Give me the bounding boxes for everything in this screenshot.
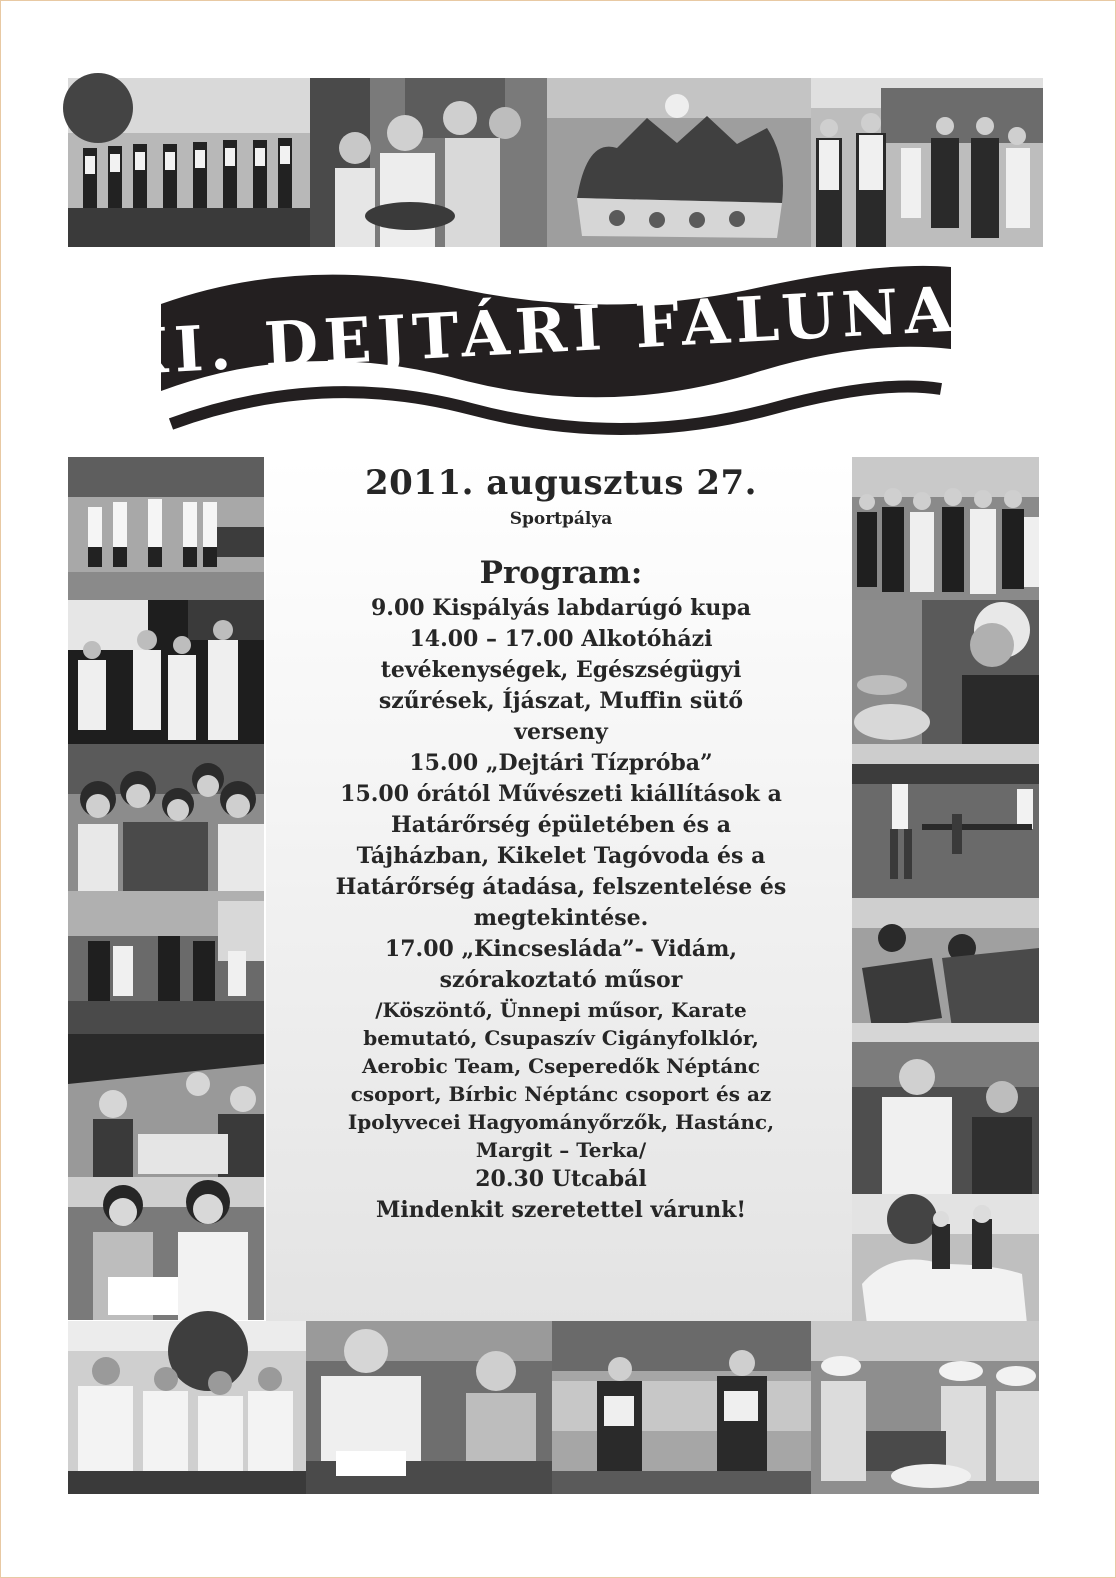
program-line: tevékenységek, Egészségügyi (380, 657, 742, 683)
program-heading: Program: (479, 555, 643, 591)
men-outdoor-photo (852, 1042, 1039, 1194)
costumed-children-photo (552, 1321, 811, 1494)
program-line: 14.00 – 17.00 Alkotóházi (409, 626, 713, 652)
field-game-photo (852, 744, 1039, 898)
folk-group-photo (852, 457, 1039, 600)
stage-performance-photo (68, 891, 264, 1034)
folk-dancers-photo (811, 78, 1043, 247)
program-line: 17.00 „Kincsesláda”- Vidám, (384, 936, 738, 962)
event-date: 2011. augusztus 27. (364, 463, 758, 503)
horse-riding-photo (852, 1194, 1039, 1324)
crown-photo (547, 78, 811, 247)
program-line: 9.00 Kispályás labdarúgó kupa (371, 595, 751, 621)
event-venue: Sportpálya (509, 509, 613, 529)
kitchen-bakers-photo (811, 1321, 1039, 1494)
title-banner (118, 259, 1013, 454)
program-subline: Margit – Terka/ (475, 1138, 647, 1162)
program-line: 15.00 „Dejtári Tízpróba” (409, 750, 713, 776)
program-closing-line: 20.30 Utcabál (475, 1166, 647, 1192)
program-subline: Aerobic Team, Cseperedők Néptánc (361, 1054, 761, 1078)
program-line: Határőrség épületében és a (391, 812, 731, 838)
craft-table-photo (306, 1321, 552, 1494)
singers-stage-photo (68, 600, 264, 744)
tent-table-photo (68, 1034, 264, 1177)
children-bread-photo (310, 78, 547, 247)
program-subline: csoport, Bírbic Néptánc csoport és az (350, 1082, 772, 1106)
program-line: 15.00 órától Művészeti kiállítások a (340, 781, 782, 807)
program-line: Határőrség átadása, felszentelése és (335, 874, 787, 900)
program-line: verseny (514, 719, 608, 745)
program-subline: bemutató, Csupaszív Cigányfolklór, (363, 1026, 759, 1050)
banner-title: XI. DEJTÁRI FALUNAP (118, 269, 1013, 390)
program-panel (266, 459, 856, 1324)
program-line: Tájházban, Kikelet Tagóvoda és a (356, 843, 766, 869)
choir-stage-photo (68, 78, 310, 247)
program-subline: /Köszöntő, Ünnepi műsor, Karate (375, 998, 747, 1022)
program-list (266, 593, 856, 1226)
women-sign-photo (68, 1177, 264, 1320)
program-subline: Ipolyvecei Hagyományőrzők, Hastánc, (347, 1110, 775, 1134)
cooking-man-photo (852, 600, 1039, 744)
program-line: megtekintése. (473, 905, 649, 931)
program-line: szűrések, Íjászat, Muffin sütő (378, 688, 744, 714)
tshirt-group-photo (68, 1321, 306, 1494)
program-line: szórakoztató műsor (439, 967, 683, 993)
program-closing-line: Mindenkit szeretettel várunk! (376, 1197, 746, 1223)
tug-rope-photo (852, 898, 1039, 1042)
dancers-girls-photo (68, 457, 264, 600)
women-group-photo (68, 744, 264, 891)
